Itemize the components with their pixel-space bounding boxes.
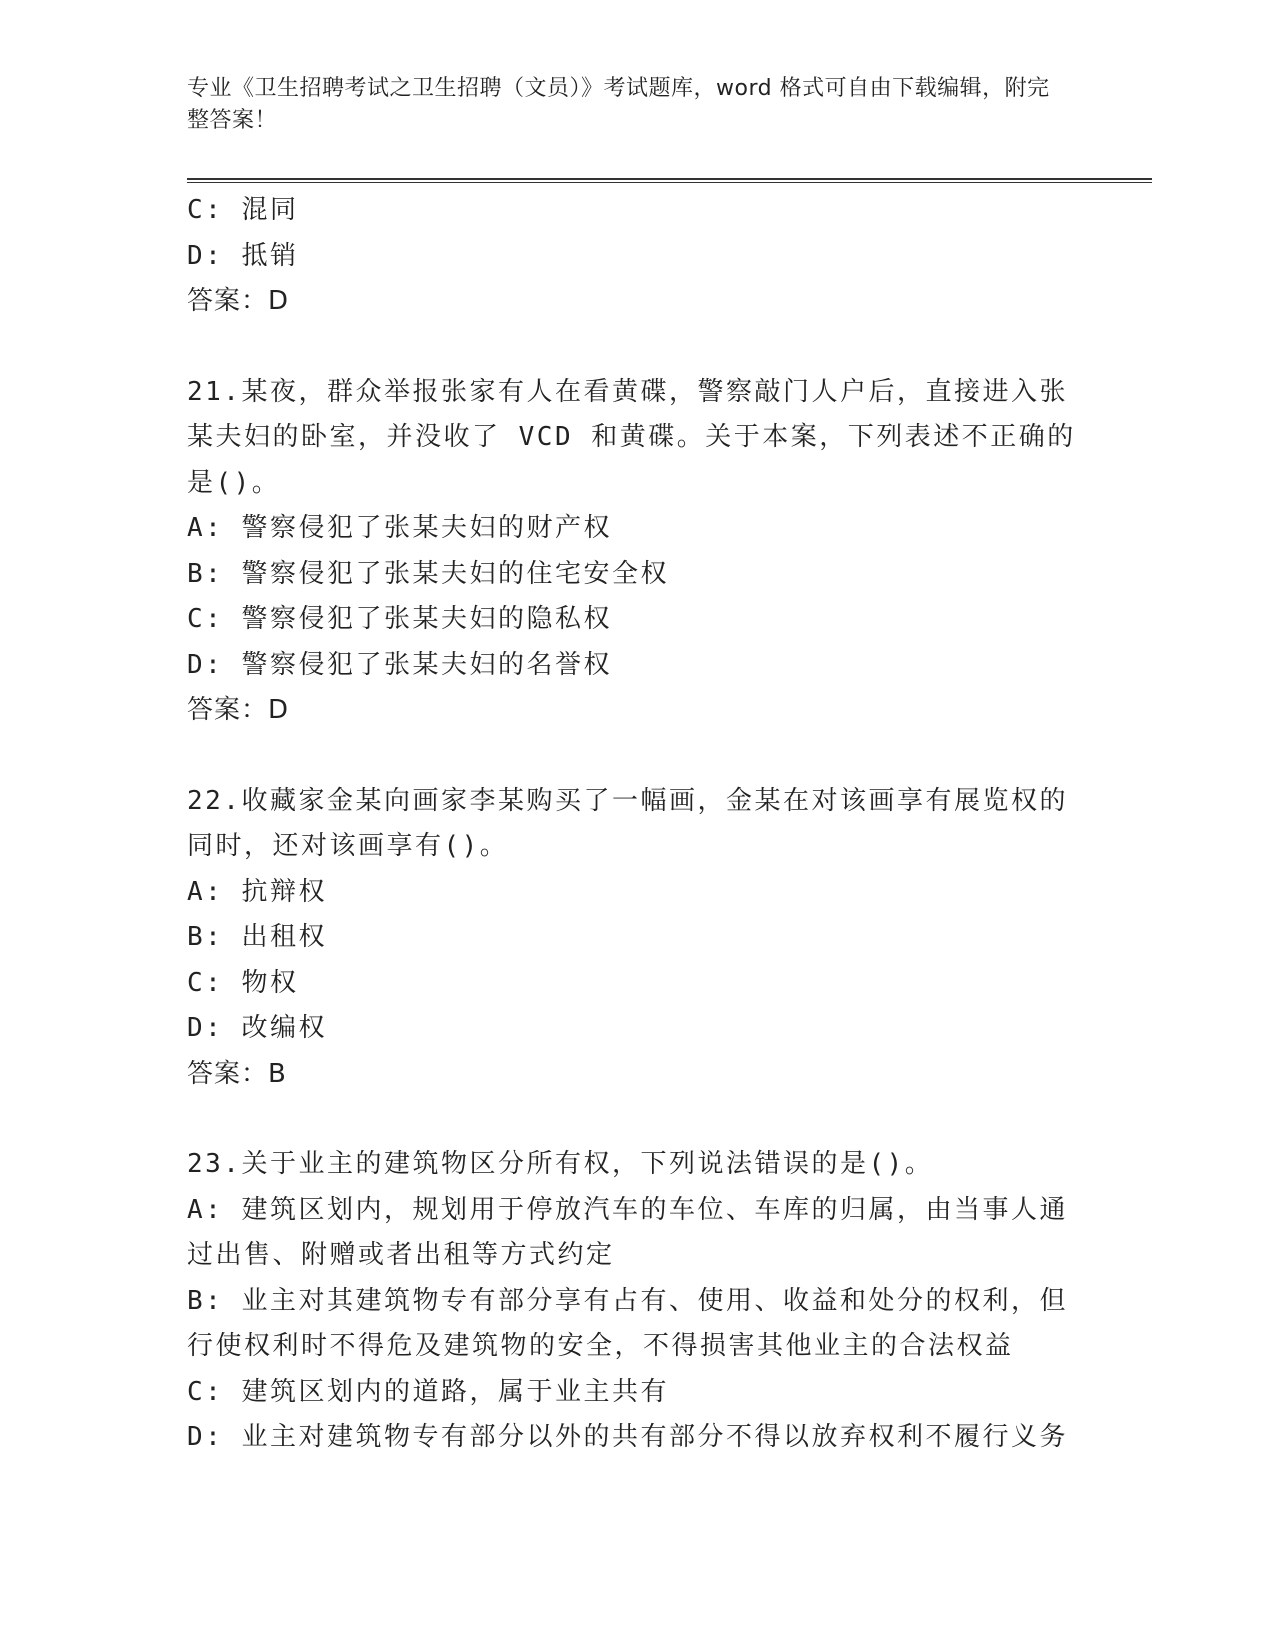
option-letter: C: [187,1376,224,1407]
option-letter: B: [187,558,224,589]
header-rule [187,178,1152,183]
option-text: 业主对建筑物专有部分以外的共有部分不得以放弃权利不履行义务 [241,1422,1068,1452]
option-a [187,1188,1077,1279]
option-d [187,1415,1087,1461]
option-c [187,961,1087,1007]
option-letter: C: [187,195,224,225]
option-letter: B: [187,1285,224,1316]
option-text: 物权 [241,967,299,998]
question-content [187,188,1087,1461]
option-b [187,915,1087,961]
option-b [187,552,1087,598]
option-text: 改编权 [241,1013,327,1043]
answer-line: 答案：B [187,1058,287,1089]
option-letter: D: [187,649,224,680]
question-22-stem: 22.收藏家金某向画家李某购买了一幅画，金某在对该画享有展览权的同时，还对该画享有()。 [187,785,1068,861]
option-text: 警察侵犯了张某夫妇的财产权 [241,513,612,543]
question-21-stem: 21.某夜，群众举报张家有人在看黄碟，警察敲门人户后，直接进入张某夫妇的卧室，并没收了 VCD 和黄碟。关于本案，下列表述不正确的是()。 [187,376,1076,498]
option-d [187,643,1087,689]
answer-line: 答案：D [187,286,290,316]
option-letter: C: [187,604,224,634]
option-letter: D: [187,1013,224,1043]
option-text: 抗辩权 [241,876,327,907]
option-d [187,234,1087,280]
option-c [187,188,1087,234]
option-text: 建筑区划内，规划用于停放汽车的车位、车库的归属，由当事人通过出售、附赠或者出租等方式约定 [187,1194,1068,1270]
option-text: 警察侵犯了张某夫妇的隐私权 [241,604,612,634]
option-letter: D: [187,240,224,271]
option-text: 建筑区划内的道路，属于业主共有 [241,1376,669,1407]
option-text: 抵销 [241,240,299,271]
option-d [187,1006,1087,1052]
option-letter: D: [187,1422,224,1452]
option-letter: C: [187,967,224,998]
option-c [187,597,1087,643]
option-letter: B: [187,922,224,952]
option-b [187,1279,1077,1370]
option-text: 出租权 [241,922,327,952]
option-letter: A: [187,1194,224,1225]
option-letter: A: [187,876,224,907]
option-text: 混同 [241,195,299,225]
question-23-stem: 23.关于业主的建筑物区分所有权，下列说法错误的是()。 [187,1149,934,1179]
option-c [187,1370,1087,1416]
option-text: 警察侵犯了张某夫妇的住宅安全权 [241,558,669,589]
option-letter: A: [187,513,224,543]
option-a [187,506,1087,552]
option-text: 警察侵犯了张某夫妇的名誉权 [241,649,612,680]
option-a [187,870,1087,916]
option-text: 业主对其建筑物专有部分享有占有、使用、收益和处分的权利，但行使权利时不得危及建筑物的安全，不得损害其他业主的合法权益 [187,1285,1068,1361]
answer-line: 答案：D [187,695,290,725]
page-header: 专业《卫生招聘考试之卫生招聘（文员）》考试题库，word 格式可自由下载编辑，附完整答案！ [187,76,1050,133]
